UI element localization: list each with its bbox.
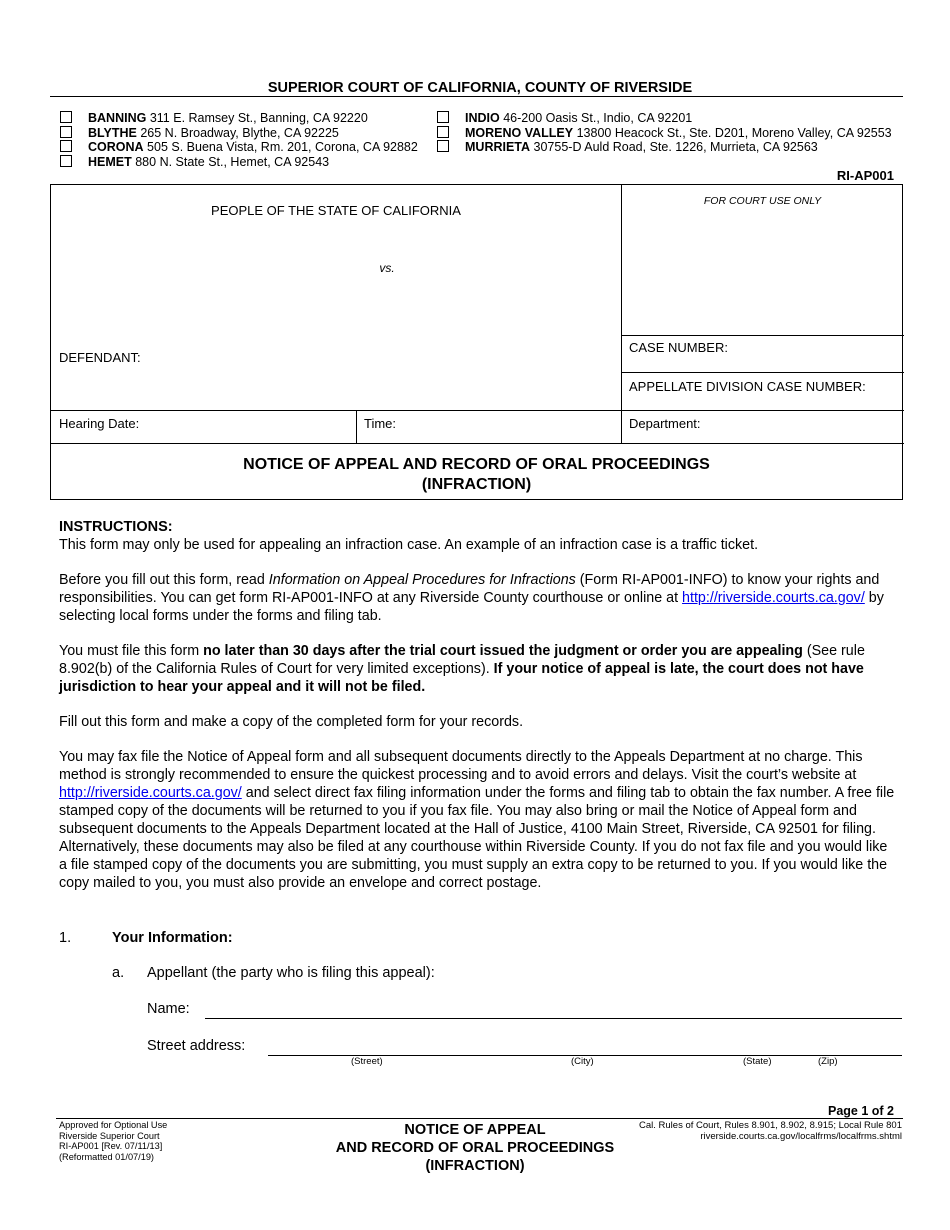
item-a-text: Appellant (the party who is filing this appeal): [147,965,435,981]
fax-filing-link[interactable]: http://riverside.courts.ca.gov/ [59,785,242,801]
corona-checkbox[interactable] [60,140,72,152]
section-1-number: 1. [59,930,72,946]
defendant-label: DEFENDANT: [59,350,141,365]
indio-checkbox[interactable] [437,111,449,123]
instructions-paragraph-4: Fill out this form and make a copy of the completed form for your records. [59,714,524,730]
court-use-label: FOR COURT USE ONLY [703,195,822,207]
blythe-checkbox[interactable] [60,126,72,138]
hearing-top-rule [51,410,904,411]
location-banning[interactable]: BANNING 311 E. Ramsey St., Banning, CA 92220 [60,111,418,126]
department-label: Department: [629,416,701,431]
case-number-bottom-rule [621,372,904,373]
instructions-paragraph-3: You must file this form no later than 30 days after the trial court issued the judgment or order you are appealing (See rule 8.902(b) of the California Rules of Court for very limited exceptions). If your notice of appeal is late, the court does not have jurisdiction to hear your appeal and it will not be filed. [59,643,865,695]
street-sublabel: (Street) [351,1056,383,1067]
name-field[interactable] [205,1018,902,1019]
location-hemet[interactable]: HEMET 880 N. State St., Hemet, CA 92543 [60,155,418,170]
locations-left [60,111,418,169]
section-1-title: Your Information: [112,930,233,946]
header-rule [50,96,903,97]
time-label: Time: [364,416,397,431]
hemet-checkbox[interactable] [60,155,72,167]
vs-label: vs. [379,261,395,275]
caption-divider [621,185,622,443]
page-number: Page 1 of 2 [828,1104,894,1118]
court-website-link[interactable]: http://riverside.courts.ca.gov/ [682,590,865,606]
notice-title-line2: (INFRACTION) [421,476,532,493]
name-label: Name: [147,1001,190,1017]
hearing-bottom-rule [51,443,904,444]
hearing-time-divider [356,410,357,443]
caption-box [50,184,903,500]
city-sublabel: (City) [571,1056,594,1067]
location-corona[interactable]: CORONA 505 S. Buena Vista, Rm. 201, Corona, CA 92882 [60,140,418,155]
murrieta-checkbox[interactable] [437,140,449,152]
item-a-letter: a. [112,965,125,981]
form-number: RI-AP001 [836,168,894,183]
people-label: PEOPLE OF THE STATE OF CALIFORNIA [211,203,461,218]
footer-rules-reference: Cal. Rules of Court, Rules 8.901, 8.902, 8.915; Local Rule 801 riverside.courts.ca.gov/localfrms/localfrms.shtml [639,1120,902,1142]
instructions-paragraph-2: Before you fill out this form, read Information on Appeal Procedures for Infractions (Form RI-AP001-INFO) to know your rights and responsibilities. You can get form RI-AP001-INFO at any Riverside County courthouse or online at http://riverside.courts.ca.gov/ by selecting local forms under the forms and filing tab. [59,572,884,624]
instructions-paragraph-1: This form may only be used for appealing an infraction case. An example of an infraction case is a traffic ticket. [59,537,759,553]
court-title: SUPERIOR COURT OF CALIFORNIA, COUNTY OF RIVERSIDE [267,80,693,96]
banning-checkbox[interactable] [60,111,72,123]
footer-form-title: NOTICE OF APPEAL AND RECORD OF ORAL PROCEEDINGS (INFRACTION) [335,1122,615,1174]
case-number-label: CASE NUMBER: [629,340,728,355]
instructions [59,518,899,892]
appellate-case-number-label: APPELLATE DIVISION CASE NUMBER: [629,379,866,394]
locations-right [437,111,892,155]
state-sublabel: (State) [743,1056,772,1067]
zip-sublabel: (Zip) [818,1056,838,1067]
footer-approval: Approved for Optional Use Riverside Superior Court RI-AP001 [Rev. 07/11/13] (Reformatted 01/07/19) [59,1120,168,1162]
notice-title-line1: NOTICE OF APPEAL AND RECORD OF ORAL PROCEEDINGS [243,456,710,473]
location-moreno-valley[interactable]: MORENO VALLEY 13800 Heacock St., Ste. D201, Moreno Valley, CA 92553 [437,126,892,141]
footer-rule [56,1118,903,1119]
location-indio[interactable]: INDIO 46-200 Oasis St., Indio, CA 92201 [437,111,892,126]
instructions-heading: INSTRUCTIONS: [59,519,173,535]
moreno-valley-checkbox[interactable] [437,126,449,138]
hearing-date-label: Hearing Date: [59,416,140,431]
street-address-label: Street address: [147,1038,246,1054]
court-use-bottom-rule [621,335,904,336]
location-blythe[interactable]: BLYTHE 265 N. Broadway, Blythe, CA 92225 [60,126,418,141]
location-murrieta[interactable]: MURRIETA 30755-D Auld Road, Ste. 1226, Murrieta, CA 92563 [437,140,892,155]
instructions-paragraph-5: You may fax file the Notice of Appeal form and all subsequent documents directly to the Appeals Department at no charge. This method is strongly recommended to ensure the quickest processing and to avoid errors and delays. Visit the court’s website at http://riverside.courts.ca.gov/ and select direct fax filing information under the forms and filing tab to obtain the fax number. A free file stamped copy of the documents will be returned to you if you fax file. You may also bring or mail the Notice of Appeal form and subsequent documents to the Appeals Department located at the Hall of Justice, 4100 Main Street, Riverside, CA 92501 for filing. Alternatively, these documents may also be filed at any courthouse within Riverside County. If you do not fax file and you would like a file stamped copy of the documents you are submitting, you must supply an extra copy to be returned to you. If you would like the copy mailed to you, you must also provide an envelope and correct postage. [59,749,895,891]
